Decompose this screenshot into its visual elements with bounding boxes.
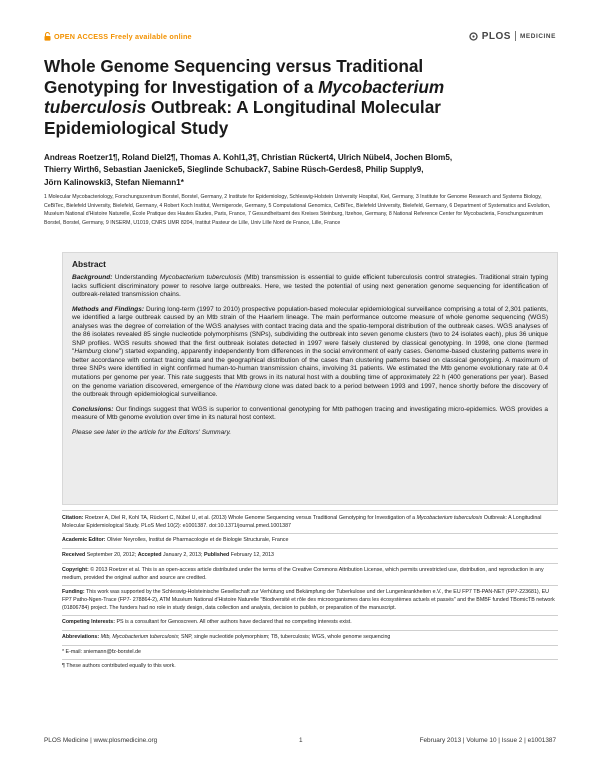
open-access-banner: [44, 32, 192, 41]
article-metadata: [62, 510, 558, 677]
abstract-methods: Methods and Findings: During long-term (1997 to 2010) prospective population-based molecular epidemiological surveillance comprising a total of 2,301 patients, we identified a large outbreak caused by an Mtb strain of the Haarlem lineage. The main performance outcome measure of whole genome sequencing (WGS) analyses was the degree of correlation of the WGS analyses with contact tracing data and the spatio-temporal distribution of the outbreak cases. WGS analyses of the 86 isolates revealed 85 single nucleotide polymorphisms (SNPs), subdividing the outbreak into seven genome clusters (two to 24 isolates each), plus 36 unique SNP profiles. WGS results showed that the first outbreak isolates detected in 1997 were falsely clustered by classical genotyping. In 1998, one clone (termed "Hamburg clone") started expanding, apparently independently from differences in the social environment of early cases. Genome-based clustering patterns were in better accordance with contact tracing data and the geographical distribution of the cases than clustering patterns based on classical genotyping. A maximum of three SNPs were identified in eight confirmed human-to-human transmission chains, involving 31 patients. We estimated the Mtb genome evolutionary rate at 0.4 mutations per genome per year. This rate suggests that Mtb grows in its natural host with a doubling time of approximately 22 h (400 generations per year). Based on the genome variation discovered, emergence of the Hamburg clone was dated back to a period between 1993 and 1997, hence shortly before the discovery of the outbreak through epidemiological surveillance.: [72, 305, 549, 399]
affiliations: 1 Molecular Mycobacteriology, Forschungszentrum Borstel, Borstel, Germany, 2 Institute for Epidemiology, Schleswig-Holstein University Hospital, Kiel, Germany, 3 Institute for Genome Research and Systems Biology, CeBiTec, Bielefeld University, Bielefeld, Germany, 4 Robert Koch Institut, Wernigerode, Germany, 5 Computational Genomics, CeBiTec, Bielefeld University, Bielefeld, Germany, 6 Department of Systematics and Evolution, Muséum National d'Histoire Naturelle, École Pratique des Hautes Études, Paris, France, 7 Gesundheitsamt des Kreises Steinburg, Itzehoe, Germany, 8 National Reference Center for Mycobacteria, Forschungszentrum Borstel, Borstel, Germany, 9 INSERM, U1019, CNRS UMR 8204, Institut Pasteur de Lille, Univ Lille Nord de France, Lille, France: [44, 194, 551, 226]
citation: Citation: Roetzer A, Diel R, Kohl TA, Rückert C, Nübel U, et al. (2013) Whole Genome Sequencing versus Traditional Genotyping for Investigation of a Mycobacterium tuberculosis Outbreak: A Longitudinal Molecular Epidemiological Study. PLoS Med 10(2): e1001387. doi:10.1371/journal.pmed.1001387: [62, 515, 558, 534]
equal-contribution-note: ¶ These authors contributed equally to this work.: [62, 663, 176, 670]
plos-logo-icon: [469, 32, 478, 41]
journal-logo: [469, 31, 556, 42]
page-number: 1: [299, 737, 303, 744]
funding: Funding: This work was supported by the Schleswig-Holsteinische Gesellschaft zur Verhütung und Bekämpfung der Tuberkulose und der Lungenkrankheiten e.V., the EU FP7 TB-PAN-NET (FP7-223681), EU FP7 Patho-Ngen-Trace (FP7- 278864-2), ATM Muséum National d'Histoire Naturelle "Biodiversité et rôle des microorganismes dans les écosystèmes actuels et passés" and the BMBF funded TBomicTB network (01806784) project. The funders had no role in study design, data collection and analysis, decision to publish, or preparation of the manuscript.: [62, 589, 558, 616]
abstract-conclusions: Conclusions: Our findings suggest that WGS is superior to conventional genotyping for Mtb pathogen tracing and investigating micro-epidemics. WGS provides a measure of Mtb genome evolution over time in its natural host context.: [72, 405, 548, 422]
issue-info: February 2013 | Volume 10 | Issue 2 | e1001387: [419, 737, 556, 744]
page-header: [44, 28, 556, 44]
abstract-box: [62, 252, 558, 505]
competing-interests: Competing Interests: PS is a consultant for Genoscreen. All other authors have declared that no competing interests exist.: [62, 619, 558, 631]
journal-section: MEDICINE: [519, 32, 556, 40]
journal-url[interactable]: PLOS Medicine | www.plosmedicine.org: [44, 737, 158, 744]
open-access-text: OPEN ACCESS Freely available online: [54, 31, 192, 41]
logo-divider: [515, 31, 516, 41]
abstract-heading: Abstract: [72, 259, 106, 269]
journal-logo-text: PLOS: [481, 30, 511, 42]
abbreviations: Abbreviations: Mtb, Mycobacterium tuberculosis; SNP, single nucleotide polymorphism; TB, tuberculosis; WGS, whole genome sequencing: [62, 634, 558, 646]
open-access-lock-icon: [44, 32, 51, 41]
copyright: Copyright: © 2013 Roetzer et al. This is an open-access article distributed under the terms of the Creative Commons Attribution License, which permits unrestricted use, distribution, and reproduction in any medium, provided the original author and source are credited.: [62, 567, 558, 586]
abstract-background: Background: Understanding Mycobacterium tuberculosis (Mtb) transmission is essential to guide efficient tuberculosis control strategies. Traditional strain typing lacks sufficient discriminatory power to resolve large outbreaks. Here, we tested the potential of using next generation genome sequencing for identification of outbreak-related transmission chains.: [72, 274, 548, 299]
academic-editor: Academic Editor: Olivier Neyrolles, Institut de Pharmacologie et de Biologie Structurale, France: [62, 537, 558, 549]
corresponding-email[interactable]: * E-mail: sniemann@fz-borstel.de: [62, 649, 558, 661]
page-footer: [44, 737, 556, 751]
article-title: Whole Genome Sequencing versus Traditional Genotyping for Investigation of a Mycobacterium tuberculosis Outbreak: A Longitudinal Molecular Epidemiological Study: [44, 56, 445, 138]
editors-summary-note: Please see later in the article for the Editors' Summary.: [72, 428, 232, 436]
publication-dates: Received September 20, 2012; Accepted January 2, 2013; Published February 12, 2013: [62, 552, 558, 564]
author-list: Andreas Roetzer1¶, Roland Diel2¶, Thomas A. Kohl1,3¶, Christian Rückert4, Ulrich Nübel4, Jochen Blom5, Thierry Wirth6, Sebastian Jaenicke5, Sieglinde Schuback7, Sabine Rüsch-Gerdes8, Philip Supply9, Jörn Kalinowski3, Stefan Niemann1*: [44, 153, 453, 187]
